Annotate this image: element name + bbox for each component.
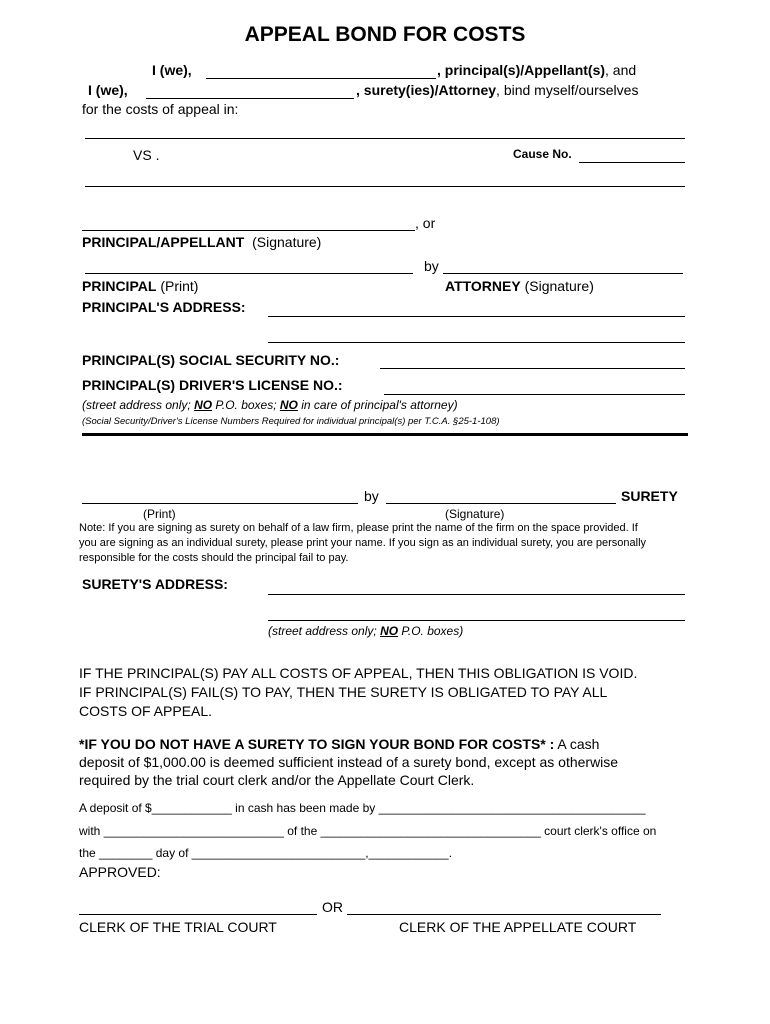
principal-address-note <box>82 398 458 412</box>
ssn-label: PRINCIPAL(S) SOCIAL SECURITY NO.: <box>82 352 340 368</box>
cause-no-line[interactable] <box>579 162 685 163</box>
case-line-1[interactable] <box>85 138 685 139</box>
principal-appellant-label: , principal(s)/Appellant(s) <box>437 62 606 78</box>
obligation-line-2: IF PRINCIPAL(S) FAIL(S) TO PAY, THEN THE SURETY IS OBLIGATED TO PAY ALL <box>79 684 608 700</box>
section-divider <box>82 433 688 436</box>
or-text: , or <box>415 215 436 231</box>
principal-address-line-2[interactable] <box>268 342 685 343</box>
addr-no-emphasis: NO <box>380 624 399 638</box>
appellate-clerk-signature-line[interactable] <box>347 914 661 915</box>
surety-address-line-1[interactable] <box>268 594 685 595</box>
depositor-blank[interactable]: ________________________________________ <box>378 801 646 815</box>
by-text-1: by <box>424 258 439 274</box>
surety-address-note <box>268 624 463 638</box>
deposit-row-2 <box>79 824 656 838</box>
principal-print-label <box>82 278 198 294</box>
obligation-line-1: IF THE PRINCIPAL(S) PAY ALL COSTS OF APPEAL, THEN THIS OBLIGATION IS VOID. <box>79 665 638 681</box>
surety-signature-line[interactable] <box>386 503 616 504</box>
attorney-signature-line[interactable] <box>443 273 683 274</box>
surety-note-line-2: you are signing as an individual surety, please print your name. If you sign as an individual surety, you are personally <box>79 537 647 549</box>
addr-note-a: (street address only; <box>268 624 381 638</box>
surety-print-line[interactable] <box>82 503 358 504</box>
court-blank[interactable]: _________________________________ <box>320 824 541 838</box>
principal-address-line-1[interactable] <box>268 316 685 317</box>
with-text: with <box>79 824 104 838</box>
obligation-line-3: COSTS OF APPEAL. <box>79 703 213 719</box>
i-we-label-2: I (we), <box>88 82 128 98</box>
month-blank[interactable]: __________________________ <box>191 846 366 860</box>
principal-appellant-text <box>437 62 636 78</box>
note-text-a: (street address only; <box>82 398 195 412</box>
of-the-text: of the <box>283 824 321 838</box>
deposit-row-1 <box>79 801 646 815</box>
cash-line-2: deposit of $1,000.00 is deemed sufficient instead of a surety bond, except as otherwise <box>79 754 619 770</box>
and-text: , and <box>605 62 637 78</box>
page-title: APPEAL BOND FOR COSTS <box>244 23 526 46</box>
surety-label: SURETY <box>621 488 678 504</box>
court-clerk-text: court clerk's office on <box>540 824 657 838</box>
drivers-license-line[interactable] <box>384 394 685 395</box>
principal-appellant-bold: PRINCIPAL/APPELLANT <box>82 234 245 250</box>
cash-heading-bold: *IF YOU DO NOT HAVE A SURETY TO SIGN YOUR BOND FOR COSTS* : <box>79 736 555 752</box>
cash-heading-rest: A cash <box>554 736 600 752</box>
cash-heading <box>79 736 599 752</box>
deposit-amount-blank[interactable]: ____________ <box>151 801 232 815</box>
deposit-row-3 <box>79 846 452 860</box>
year-blank[interactable]: ____________ <box>368 846 449 860</box>
bind-text: , bind myself/ourselves <box>496 82 639 98</box>
no-emphasis-2: NO <box>279 398 298 412</box>
appellate-court-clerk-label: CLERK OF THE APPELLATE COURT <box>399 919 637 935</box>
note-text-c: in care of principal's attorney) <box>297 398 458 412</box>
comma-text: , <box>365 846 369 860</box>
no-emphasis-1: NO <box>194 398 213 412</box>
principal-name-line[interactable] <box>206 78 436 79</box>
approved-label: APPROVED: <box>79 864 161 880</box>
signature-text: (Signature) <box>252 234 322 250</box>
cash-line-3: required by the trial court clerk and/or the Appellate Court Clerk. <box>79 772 475 788</box>
trial-court-clerk-label: CLERK OF THE TRIAL COURT <box>79 919 277 935</box>
period-text: . <box>448 846 453 860</box>
principal-address-label: PRINCIPAL'S ADDRESS: <box>82 299 246 315</box>
costs-of-appeal-text: for the costs of appeal in: <box>82 101 239 117</box>
surety-print-label: (Print) <box>143 507 176 521</box>
principal-signature-line[interactable] <box>82 230 415 231</box>
principal-bold: PRINCIPAL <box>82 278 157 294</box>
ssn-requirement-note: (Social Security/Driver's License Numbers Required for individual principal(s) per T.C.A. §25-1-108) <box>82 416 500 427</box>
surety-address-label: SURETY'S ADDRESS: <box>82 576 228 592</box>
sureties-attorney-text <box>356 82 638 98</box>
principal-appellant-signature-label <box>82 234 321 250</box>
deposit-text-b: in cash has been made by <box>231 801 379 815</box>
day-of-text: day of <box>152 846 192 860</box>
surety-name-line[interactable] <box>146 98 354 99</box>
surety-note-line-3: responsible for the costs should the principal fail to pay. <box>79 552 349 564</box>
cause-no-label: Cause No. <box>513 147 572 161</box>
attorney-bold: ATTORNEY <box>445 278 521 294</box>
addr-note-b: P.O. boxes) <box>398 624 464 638</box>
surety-note-line-1: Note: If you are signing as surety on behalf of a law firm, please print the name of the firm on the space provided. If <box>79 522 638 534</box>
note-text-b: P.O. boxes; <box>212 398 280 412</box>
attorney-signature-text: (Signature) <box>524 278 594 294</box>
vs-label: VS . <box>133 147 160 163</box>
trial-clerk-signature-line[interactable] <box>79 914 317 915</box>
day-blank[interactable]: ________ <box>99 846 153 860</box>
by-text-2: by <box>364 488 379 504</box>
print-text: (Print) <box>160 278 199 294</box>
with-blank[interactable]: ___________________________ <box>103 824 284 838</box>
sureties-attorney-label: , surety(ies)/Attorney <box>356 82 497 98</box>
attorney-signature-label <box>445 278 594 294</box>
case-line-2[interactable] <box>85 186 685 187</box>
surety-signature-label: (Signature) <box>445 507 505 521</box>
ssn-line[interactable] <box>380 368 685 369</box>
deposit-text-a: A deposit of $ <box>79 801 152 815</box>
the-text: the <box>79 846 100 860</box>
or-separator: OR <box>322 899 343 915</box>
drivers-license-label: PRINCIPAL(S) DRIVER'S LICENSE NO.: <box>82 377 343 393</box>
principal-print-line[interactable] <box>85 273 413 274</box>
i-we-label-1: I (we), <box>152 62 192 78</box>
surety-address-line-2[interactable] <box>268 620 685 621</box>
